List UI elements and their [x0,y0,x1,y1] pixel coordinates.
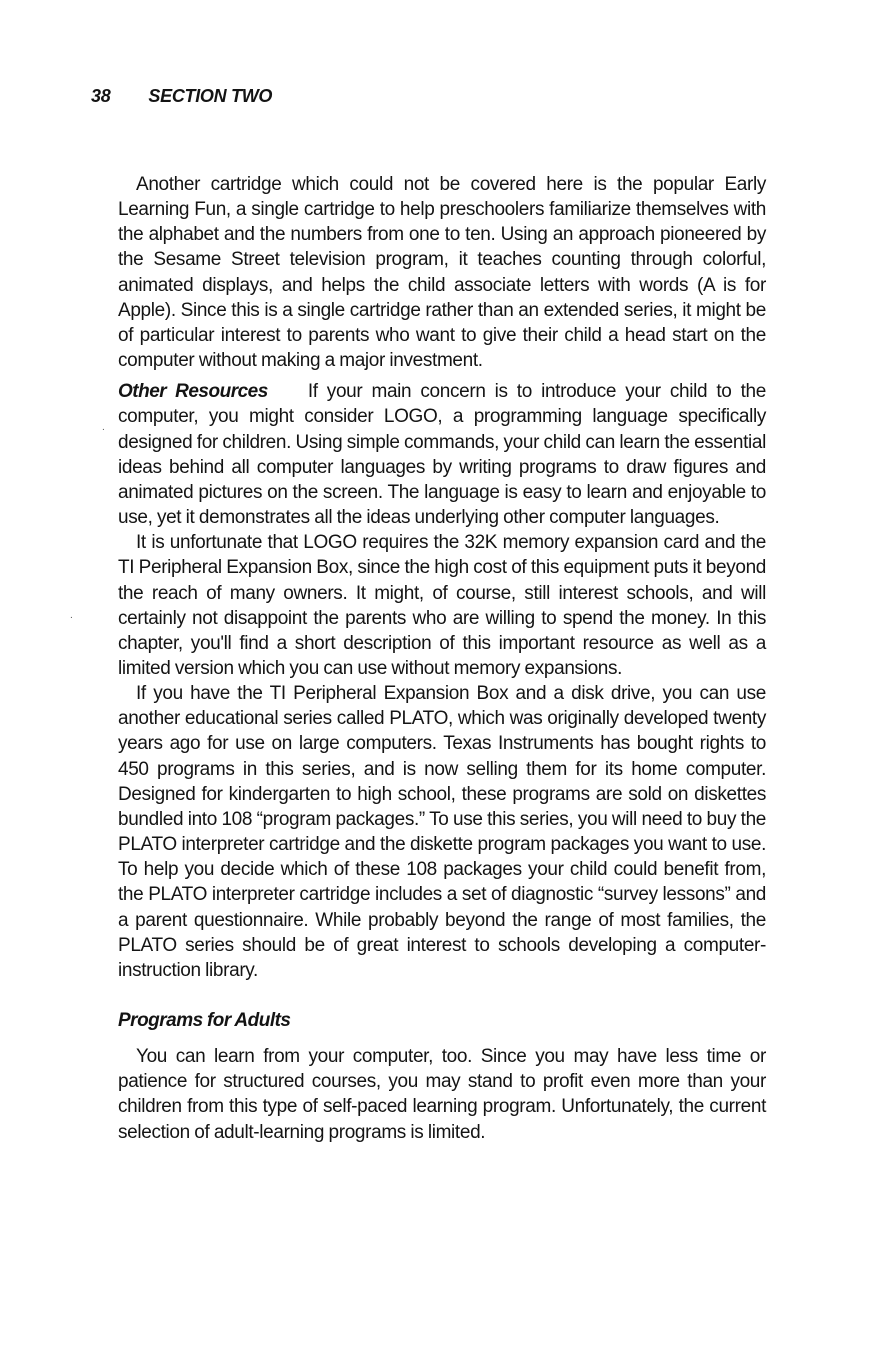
paragraph-early-learning-fun: Another cartridge which could not be covered here is the popular Early Learning Fun, a single cartridge to help preschoolers familiarize themselves with the alphabet and the numbers from one to ten. Using an approach pioneered by the Sesame Street television program, it teaches counting through colorful, animated displays, and helps the child associate letters with words (A is for Apple). Since this is a single cartridge rather than an extended series, it might be of particular interest to parents who want to give their child a head start on the computer without making a major investment. [118,174,766,372]
paragraph-plato: If you have the TI Peripheral Expansion Box and a disk drive, you can use another educational series called PLATO, which was originally developed twenty years ago for use on large computers. Texas Instruments has bought rights to 450 programs in this series, and is now selling them for its home computer. Designed for kindergarten to high school, these programs are sold on diskettes bundled into 108 “program packages.” To use this series, you will need to buy the PLATO interpreter cartridge and the diskette program packages you want to use. To help you decide which of these 108 packages your child could benefit from, the PLATO interpreter cartridge includes a set of diagnostic “survey lessons” and a parent questionnaire. While probably beyond the range of most families, the PLATO series should be of great interest to schools developing a computer-instruction library. [118,683,766,981]
stray-mark: . [102,422,105,433]
other-resources-heading: Other Resources [118,381,268,403]
paragraph-other-resources [118,379,766,530]
programs-for-adults-heading: Programs for Adults [118,1010,291,1031]
paragraph-logo: It is unfortunate that LOGO requires the 32K memory expansion card and the TI Peripheral Expansion Box, since the high cost of this equipment puts it beyond the reach of many owners. It might, of course, still interest schools, and will certainly not disappoint the parents who are willing to spend the money. In this chapter, you'll find a short description of this important resource as well as a limited version which you can use without memory expansions. [118,532,766,679]
running-head [91,86,272,107]
paragraph-adults: You can learn from your computer, too. Since you may have less time or patience for structured courses, you may stand to profit even more than your children from this type of self-paced learning program. Unfortunately, the current selection of adult-learning programs is limited. [118,1046,766,1143]
body-text [118,172,766,1145]
other-resources-text: If your main concern is to introduce your child to the computer, you might consider LOGO, a programming language specifically designed for children. Using simple commands, your child can learn the essential ideas behind all computer languages by writing programs to draw figures and animated pictures on the screen. The language is easy to learn and enjoyable to use, yet it demonstrates all the ideas underlying other computer languages. [118,381,766,529]
section-title: SECTION TWO [148,86,273,106]
stray-mark: . [70,610,73,621]
page-number: 38 [91,86,111,106]
